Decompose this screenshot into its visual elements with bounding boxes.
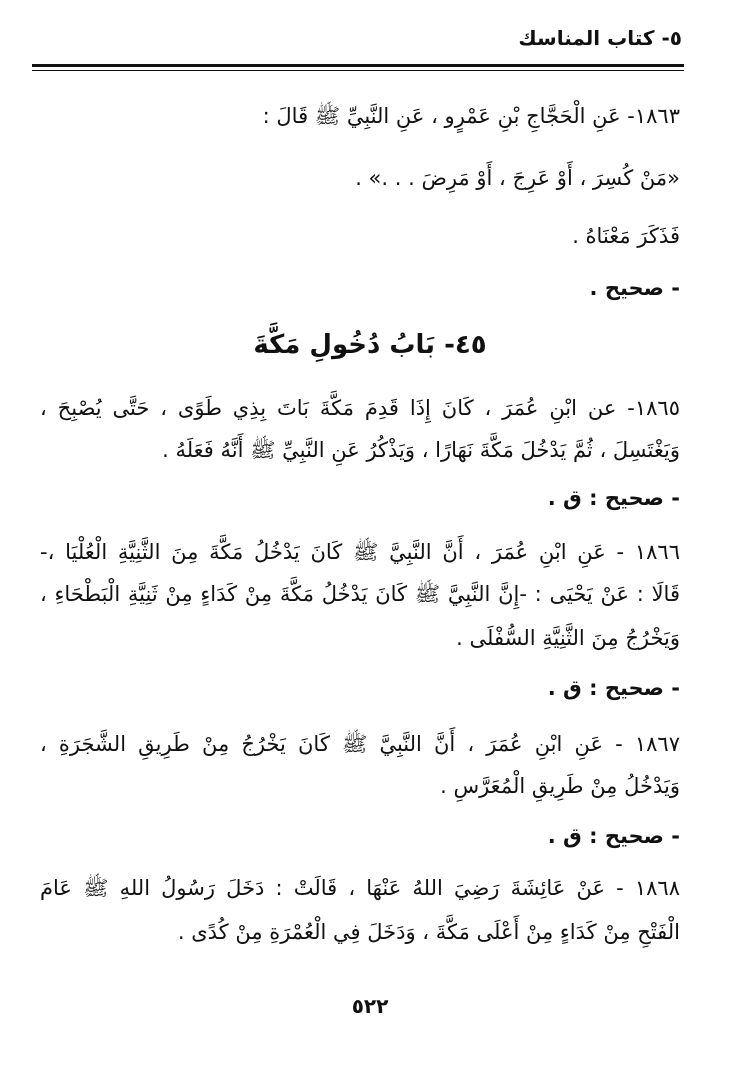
hadith-1866-line-3: وَيَخْرُجُ مِنَ الثَّنِيَّةِ السُّفْلَى . bbox=[456, 626, 680, 650]
hadith-1868-line-1: ١٨٦٨ - عَنْ عَائِشَةَ رَضِيَ اللهُ عَنْهَا ، قَالَتْ : دَخَلَ رَسُولُ اللهِ ﷺ عَامَ bbox=[40, 876, 680, 900]
hadith-1867-line-2: وَيَدْخُلُ مِنْ طَرِيقِ الْمُعَرَّسِ . bbox=[440, 774, 680, 798]
hadith-1866-line-2: قَالَا : عَنْ يَحْيَى : -إِنَّ النَّبِيَّ ﷺ كَانَ يَدْخُلُ مَكَّةَ مِنْ كَدَاءٍ مِنْ ثَنِيَّةِ الْبَطْحَاءِ ، bbox=[40, 582, 680, 606]
chapter-title: ٤٥- بَابُ دُخُولِ مَكَّةَ bbox=[253, 330, 487, 360]
hadith-1863-line-3: فَذَكَرَ مَعْنَاهُ . bbox=[572, 224, 680, 248]
hadith-1863-line-1: ١٨٦٣- عَنِ الْحَجَّاجِ بْنِ عَمْرٍو ، عَنِ النَّبِيِّ ﷺ قَالَ : bbox=[262, 104, 680, 128]
hadith-1863-line-2: «مَنْ كُسِرَ ، أَوْ عَرِجَ ، أَوْ مَرِضَ . . .» . bbox=[355, 166, 680, 190]
hadith-1865-line-1: ١٨٦٥- عن ابْنِ عُمَرَ ، كَانَ إِذَا قَدِمَ مَكَّةَ بَاتَ بِذِي طَوًى ، حَتَّى يُصْبِحَ ، bbox=[40, 396, 680, 420]
hadith-1865-grade: - صحيح : ق . bbox=[547, 486, 680, 510]
hadith-1866-line-1: ١٨٦٦ - عَنِ ابْنِ عُمَرَ ، أَنَّ النَّبِيَّ ﷺ كَانَ يَدْخُلُ مَكَّةَ مِنَ الثَّنِيَّةِ الْعُلْيَا ،- bbox=[40, 540, 680, 564]
hadith-1866-grade: - صحيح : ق . bbox=[547, 676, 680, 700]
hadith-1867-grade: - صحيح : ق . bbox=[547, 824, 680, 848]
running-header: ٥- كتاب المناسك bbox=[518, 26, 682, 50]
header-rule-thick bbox=[32, 64, 684, 67]
header-rule-thin bbox=[32, 70, 684, 71]
hadith-1867-line-1: ١٨٦٧ - عَنِ ابْنِ عُمَرَ ، أَنَّ النَّبِيَّ ﷺ كَانَ يَخْرُجُ مِنْ طَرِيقِ الشَّجَرَةِ ، bbox=[40, 732, 680, 756]
hadith-1863-grade: - صحيح . bbox=[589, 276, 680, 300]
page-number: ٥٢٢ bbox=[351, 994, 389, 1018]
hadith-1868-line-2: الْفَتْحِ مِنْ كَدَاءٍ مِنْ أَعْلَى مَكَّةَ ، وَدَخَلَ فِي الْعُمْرَةِ مِنْ كُدًى . bbox=[177, 920, 680, 944]
hadith-1865-line-2: وَيَغْتَسِلَ ، ثُمَّ يَدْخُلَ مَكَّةَ نَهَارًا ، وَيَذْكُرُ عَنِ النَّبِيِّ ﷺ أَنَّهُ فَعَلَهُ . bbox=[162, 438, 680, 462]
